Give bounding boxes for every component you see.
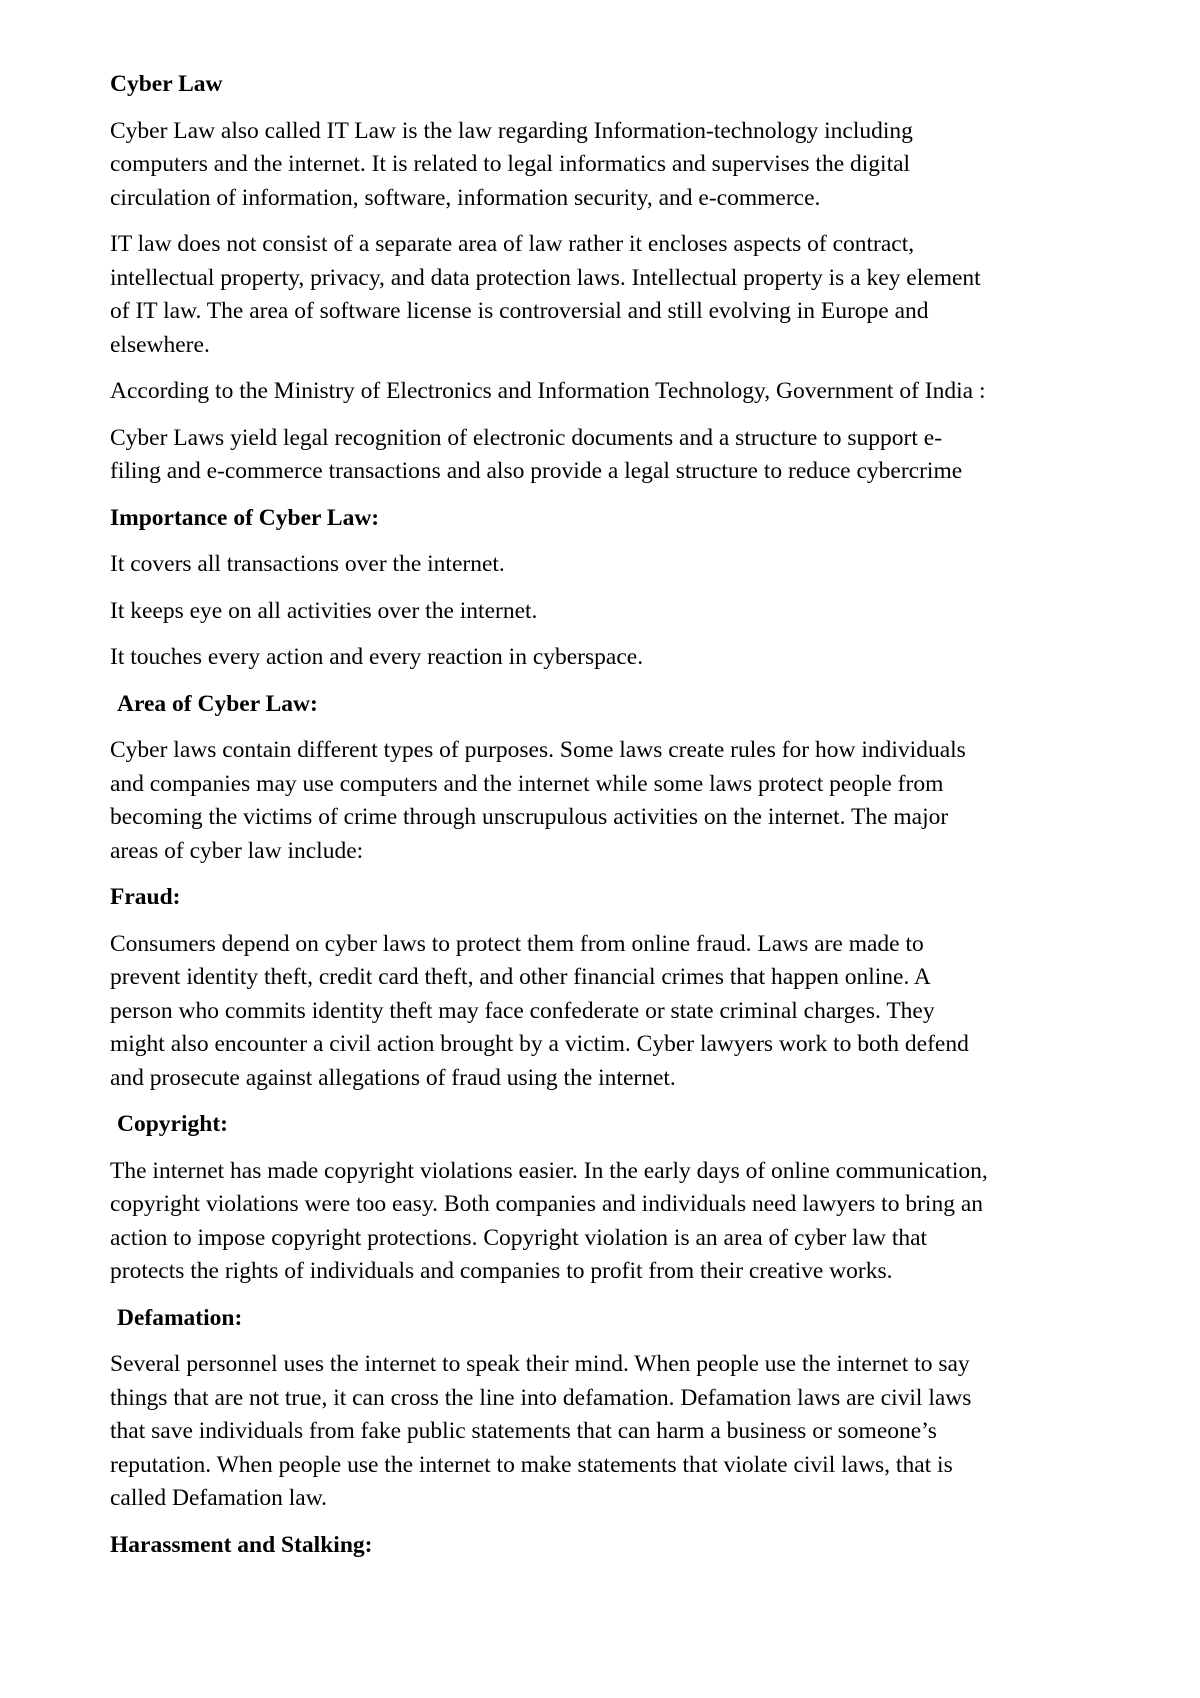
- text-line: Cyber laws contain different types of purposes. Some laws create rules for how individuals: [110, 737, 966, 763]
- text-line: computers and the internet. It is related to legal informatics and supervises the digital: [110, 151, 911, 177]
- text-line: areas of cyber law include:: [110, 837, 364, 864]
- text-line: intellectual property, privacy, and data protection laws. Intellectual property is a key element: [110, 264, 981, 291]
- text-line: IT law does not consist of a separate area of law rather it encloses aspects of contract,: [110, 231, 915, 257]
- text-line: protects the rights of individuals and companies to profit from their creative works.: [110, 1258, 893, 1284]
- text-line: reputation. When people use the internet to make statements that violate civil laws, that is: [110, 1451, 953, 1478]
- text-line: becoming the victims of crime through unscrupulous activities on the internet. The major: [110, 804, 949, 830]
- text-line: filing and e-commerce transactions and also provide a legal structure to reduce cybercrime: [110, 458, 963, 484]
- text-line: might also encounter a civil action brought by a victim. Cyber lawyers work to both defend: [110, 1031, 969, 1057]
- intro-paragraph-1: [110, 115, 1140, 216]
- text-line: Several personnel uses the internet to speak their mind. When people use the internet to say: [110, 1351, 970, 1377]
- harassment-heading: Harassment and Stalking:: [110, 1531, 373, 1558]
- importance-heading: Importance of Cyber Law:: [110, 504, 380, 531]
- text-line: Cyber Laws yield legal recognition of electronic documents and a structure to support e-: [110, 424, 943, 451]
- area-paragraph: [110, 734, 1140, 868]
- text-line: and companies may use computers and the internet while some laws protect people from: [110, 770, 944, 797]
- text-line: called Defamation law.: [110, 1485, 328, 1511]
- defamation-heading: Defamation:: [117, 1304, 243, 1331]
- text-line: Consumers depend on cyber laws to protect them from online fraud. Laws are made to: [110, 930, 924, 957]
- text-line: circulation of information, software, information security, and e-commerce.: [110, 184, 821, 211]
- text-line: elsewhere.: [110, 331, 210, 358]
- text-line: things that are not true, it can cross the line into defamation. Defamation laws are civil laws: [110, 1384, 972, 1411]
- intro-paragraph-2: [110, 228, 1140, 362]
- text-line: and prosecute against allegations of fraud using the internet.: [110, 1064, 676, 1091]
- fraud-heading: Fraud:: [110, 884, 181, 910]
- text-line: person who commits identity theft may face confederate or state criminal charges. They: [110, 997, 935, 1024]
- text-line: prevent identity theft, credit card theft, and other financial crimes that happen online. A: [110, 964, 931, 990]
- importance-point: It covers all transactions over the internet.: [110, 551, 505, 577]
- intro-paragraph-3: According to the Ministry of Electronics and Information Technology, Government of India :: [110, 378, 986, 404]
- text-line: of IT law. The area of software license is controversial and still evolving in Europe and: [110, 298, 929, 324]
- copyright-heading: Copyright:: [117, 1111, 228, 1137]
- copyright-paragraph: [110, 1155, 1140, 1289]
- defamation-paragraph: [110, 1348, 1140, 1516]
- text-line: copyright violations were too easy. Both companies and individuals need lawyers to bring an: [110, 1191, 983, 1217]
- text-line: action to impose copyright protections. Copyright violation is an area of cyber law that: [110, 1224, 928, 1251]
- intro-paragraph-4: [110, 422, 1140, 489]
- importance-point: It touches every action and every reaction in cyberspace.: [110, 644, 644, 670]
- text-line: that save individuals from fake public statements that can harm a business or someone’s: [110, 1418, 937, 1444]
- document-title: Cyber Law: [110, 71, 223, 97]
- fraud-paragraph: [110, 928, 1140, 1096]
- importance-point: It keeps eye on all activities over the internet.: [110, 597, 538, 624]
- area-heading: Area of Cyber Law:: [117, 690, 318, 717]
- text-line: The internet has made copyright violations easier. In the early days of online communication,: [110, 1157, 988, 1184]
- text-line: Cyber Law also called IT Law is the law regarding Information-technology including: [110, 117, 913, 144]
